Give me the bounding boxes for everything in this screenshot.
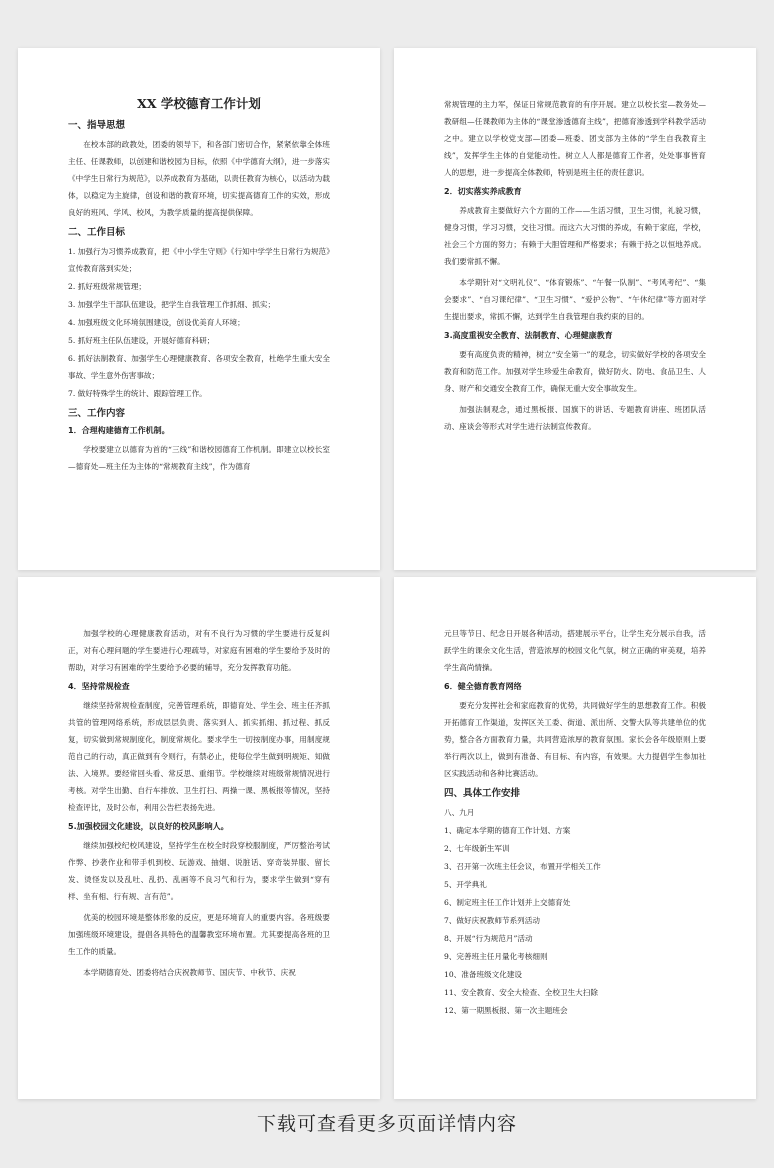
subsection-heading: 6．健全德育教育网络 [444, 682, 522, 691]
paragraph: 优美的校园环境是整体形象的反应，更是环境育人的重要内容。各班级要加强班级环境建设，提倡各具特色的温馨教室环境布置。尤其要提高各班的卫生工作的质量。 [68, 913, 330, 956]
download-prompt-text: 下载可查看更多页面详情内容 [256, 1113, 517, 1135]
schedule-item: 3、召开第一次班主任会议，布置开学相关工作 [444, 862, 601, 871]
goal-item: 2. 抓好班级常规管理； [68, 282, 147, 291]
goal-item: 5. 抓好班主任队伍建设，开展好德育科研； [68, 336, 215, 345]
schedule-item: 10、准备班级文化建设 [444, 970, 523, 979]
document-page-1 [18, 48, 380, 570]
goal-item: 3. 加强学生干部队伍建设，把学生自我管理工作抓细、抓实； [68, 300, 276, 309]
paragraph: 常规管理的主力军，保证日常规范教育的有序开展。建立以校长室—教务处—教研组—任课教师为主体的“课堂渗透德育主线”，把德育渗透到学科教学活动之中。建立以学校党支部—团委—班委、团支部为主体的“学生自我教育主线”，发挥学生主体的自觉能动性。树立人人都是德育工作者，处处事事皆育人的思想，进一步提高全体教师，特别是班主任的责任意识。 [444, 100, 706, 177]
subsection-heading: 1．合理构建德育工作机制。 [68, 426, 170, 435]
schedule-item: 11、安全教育、安全大检查、全校卫生大扫除 [444, 988, 598, 997]
schedule-item: 7、做好庆祝教师节系列活动 [444, 916, 540, 925]
goal-item: 1. 加强行为习惯养成教育，把《中小学生守则》《行知中学学生日常行为规范》宣传教育落到实处； [68, 247, 330, 273]
paragraph: 本学期德育处、团委将结合庆祝教师节、国庆节、中秋节、庆祝 [83, 968, 296, 977]
schedule-item: 5、开学典礼 [444, 880, 487, 889]
schedule-item: 9、完善班主任月量化考核细则 [444, 952, 548, 961]
section-heading-schedule: 四、具体工作安排 [444, 788, 521, 799]
section-heading-goals: 二、工作目标 [68, 227, 126, 238]
goal-item: 7. 做好特殊学生的统计、跟踪管理工作。 [68, 389, 207, 398]
schedule-month: 八、九月 [444, 808, 475, 817]
paragraph: 学校要建立以德育为首的“三线”和谐校园德育工作机制。即建立以校长室—德育处—班主任为主体的“常规教育主线”，作为德育 [68, 445, 330, 471]
paragraph: 养成教育主要做好六个方面的工作——生活习惯，卫生习惯，礼貌习惯，健身习惯，学习习惯，交往习惯。而这六大习惯的养成，有赖于家庭，学校，社会三个方面的努力；有赖于大胆管理和严格要求；有赖于持之以恒地养成。我们要常抓不懈。 [444, 206, 706, 266]
document-page-4 [394, 577, 756, 1099]
paragraph: 本学期针对“文明礼仪”、“体育锻炼”、“午餐一队制”、“考风考纪”、“集会要求”、“自习课纪律”、“卫生习惯”、“爱护公物”、“午休纪律”等方面对学生提出要求，常抓不懈，达到学生自我管理自我约束的目的。 [444, 278, 706, 321]
paragraph: 加强法制观念，通过黑板报、国旗下的讲话、专题教育讲座、班团队活动、座谈会等形式对学生进行法制宣传教育。 [444, 405, 706, 431]
paragraph: 继续加强校纪校风建设，坚持学生在校全时段穿校服制度，严厉整治考试作弊、抄袭作业和带手机到校、玩游戏、抽烟、说脏话、穿奇装异服、留长发、烫怪发以及乱吐、乱扔、乱画等不良习气和行为，要求学生做到“穿有样、坐有相、行有规、言有范”。 [68, 841, 330, 901]
section-heading-work-content: 三、工作内容 [68, 408, 126, 419]
paragraph: 继续坚持常规检查制度，完善管理系统，即德育处、学生会、班主任齐抓共管的管理网络系统，形成层层负责、落实到人、抓实抓细、抓过程、抓反复，切实做到常规制度化，制度常规化。要求学生一切按制度办事，用制度规范自己的行动，真正做到有令则行，有禁必止，使每位学生做到明规矩、知做法、入境界。要经常回头看、常反思、重细节。学校继续对班级常规情况进行考核。对学生出勤、自行车排放、卫生打扫、两操一课、黑板报等情况，坚持检查评比，及时公布，利用公告栏表扬先进。 [68, 701, 330, 812]
subsection-heading: 2．切实落实养成教育 [444, 187, 522, 196]
paragraph: 元旦等节日、纪念日开展各种活动，搭建展示平台，让学生充分展示自我，活跃学生的课余文化生活，营造浓厚的校园文化气氛，树立正确的审美观，培养学生高尚情操。 [444, 629, 706, 672]
schedule-item: 8、开展“行为规范月”活动 [444, 934, 533, 943]
document-page-2 [394, 48, 756, 570]
subsection-heading: 5.加强校园文化建设，以良好的校风影响人。 [68, 822, 229, 831]
subsection-heading: 3.高度重视安全教育、法制教育、心理健康教育 [444, 331, 613, 340]
subsection-heading: 4．坚持常规检查 [68, 682, 130, 691]
paragraph: 在校本部的政教处，团委的领导下，和各部门密切合作，紧紧依靠全体班主任、任课教师，以创建和谐校园为目标，依照《中学德育大纲》，进一步落实《中学生日常行为规范》，以养成教育为基础，以责任教育为核心，以活动为载体，以稳定为主旋律，创设和谐的教育环境，切实提高德育工作的实效，形成良好的班风、学风、校风，为教学质量的提高提供保障。 [68, 140, 330, 217]
paragraph: 要充分发挥社会和家庭教育的优势，共同做好学生的思想教育工作。积极开拓德育工作渠道，发挥区关工委、街道、派出所、交警大队等共建单位的优势，整合各方面教育力量，共同营造浓厚的教育氛围。家长会各年级原则上要举行两次以上，做到有准备、有目标、有内容，有效果。大力提倡学生参加社区实践活动和各种比赛活动。 [444, 701, 706, 778]
goal-item: 4. 加强班级文化环境氛围建设，创设优美育人环境； [68, 318, 245, 327]
schedule-item: 12、第一期黑板报、第一次主题班会 [444, 1006, 568, 1015]
schedule-item: 1、确定本学期的德育工作计划、方案 [444, 826, 571, 835]
document-title: XX 学校德育工作计划 [137, 96, 261, 111]
schedule-item: 2、七年级新生军训 [444, 844, 510, 853]
document-page-3 [18, 577, 380, 1099]
paragraph: 加强学校的心理健康教育活动，对有不良行为习惯的学生要进行反复纠正，对有心理问题的学生要进行心理疏导，对家庭有困难的学生要给予及时的帮助，对学习有困难的学生要给予必要的辅导，充分发挥教育功能。 [68, 629, 330, 672]
paragraph: 要有高度负责的精神，树立“安全第一”的观念，切实做好学校的各项安全教育和防范工作。加强对学生珍爱生命教育，做好防火、防电、食品卫生、人身、财产和交通安全教育工作，确保无重大安全事故发生。 [444, 350, 706, 393]
goal-item: 6. 抓好法制教育、加强学生心理健康教育、各项安全教育，杜绝学生重大安全事故、学生意外伤害事故； [68, 354, 330, 380]
schedule-item: 6、制定班主任工作计划并上交德育处 [444, 898, 571, 907]
section-heading-guiding-ideology: 一、指导思想 [68, 120, 126, 131]
